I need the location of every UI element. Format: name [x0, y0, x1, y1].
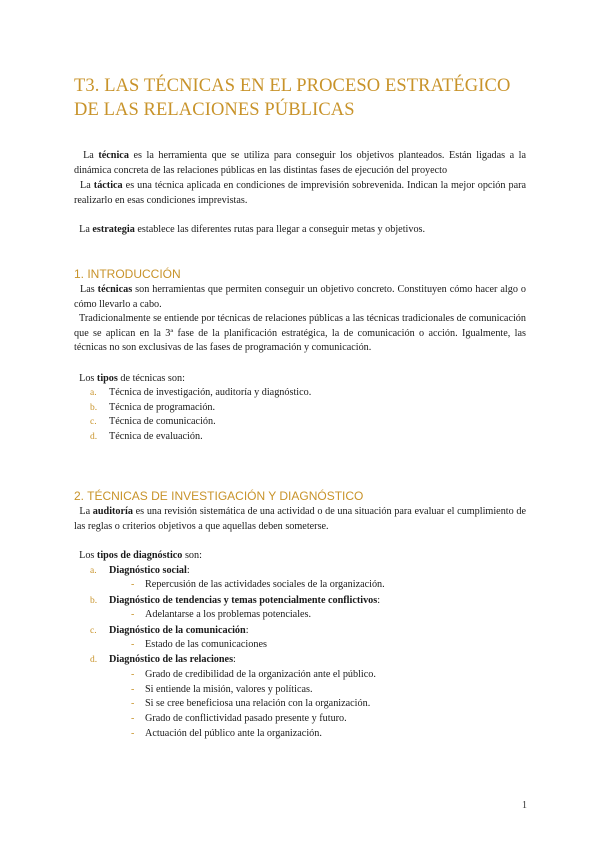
page-title [74, 74, 544, 122]
list-item [109, 624, 249, 639]
diagnostico-label: Diagnóstico de las relaciones [109, 654, 234, 665]
list-item: Técnica de comunicación. [109, 416, 216, 427]
sub-list-dash: - [131, 684, 135, 695]
sub-list-item: Estado de las comunicaciones [145, 639, 267, 650]
text: establece las diferentes rutas para llegar a conseguir metas y objetivos. [134, 224, 426, 235]
list-marker: b. [90, 403, 98, 413]
text: Las [79, 284, 98, 295]
sub-list-dash: - [131, 609, 135, 620]
intro-paragraph-tactica [74, 179, 526, 208]
sub-list-item: Actuación del público ante la organización. [145, 728, 322, 739]
text: : [186, 565, 190, 576]
term-estrategia: estrategia [92, 224, 135, 235]
intro-paragraph-tecnica [74, 149, 526, 178]
term-tipos-diagnostico: tipos de diagnóstico [96, 550, 183, 561]
text: son: [182, 550, 202, 561]
diagnostico-label: Diagnóstico de tendencias y temas potencialmente conflictivos [109, 595, 378, 606]
text: es una revisión sistemática de una actividad o de una situación para evaluar el cumplimiento de las reglas o criterios objetivos a que aquellas deben someterse. [74, 506, 527, 532]
list-item: Técnica de evaluación. [109, 431, 203, 442]
sub-list-item: Grado de credibilidad de la organización ante el público. [145, 669, 376, 680]
section2-paragraph-1 [74, 505, 526, 534]
text: La [80, 180, 94, 191]
list-item [109, 564, 190, 579]
sub-list-dash: - [131, 713, 135, 724]
text: : [377, 595, 381, 606]
list-item [109, 594, 380, 609]
sub-list-dash: - [131, 728, 135, 739]
sub-list-item: Si se cree beneficiosa una relación con la organización. [145, 698, 371, 709]
sub-list-item: Adelantarse a los problemas potenciales. [145, 609, 312, 620]
term-auditoria: auditoría [92, 506, 133, 517]
list-marker: d. [90, 655, 98, 665]
sub-list-dash: - [131, 669, 135, 680]
list-marker: c. [90, 417, 97, 427]
term-tecnicas: técnicas [97, 284, 133, 295]
list-marker: b. [90, 596, 98, 606]
text: de técnicas son: [117, 373, 185, 384]
diagnostico-label: Diagnóstico de la comunicación [109, 625, 246, 636]
section-heading-introduccion: 1. INTRODUCCIÓN [74, 267, 181, 281]
list-marker: d. [90, 432, 98, 442]
sub-list-dash: - [131, 639, 135, 650]
list-item: Técnica de investigación, auditoría y diagnóstico. [109, 387, 312, 398]
text: es una técnica aplicada en condiciones de imprevisión sobrevenida. Indican la mejor opción para realizarlo en esas condiciones imprevistas. [74, 180, 527, 206]
term-tecnica: técnica [98, 150, 129, 161]
list-marker: c. [90, 626, 97, 636]
text: La [79, 506, 93, 517]
section-heading-investigacion: 2. TÉCNICAS DE INVESTIGACIÓN Y DIAGNÓSTICO [74, 489, 364, 503]
title-line-2: DE LAS RELACIONES PÚBLICAS [74, 100, 355, 120]
list-item [109, 653, 236, 668]
text: : [245, 625, 249, 636]
intro-paragraph-estrategia [74, 223, 526, 238]
section1-list-intro [74, 372, 526, 387]
term-tactica: táctica [93, 180, 123, 191]
text: Los [79, 373, 97, 384]
text: La [83, 150, 99, 161]
list-marker: a. [90, 566, 97, 576]
title-line-1: T3. LAS TÉCNICAS EN EL PROCESO ESTRATÉGICO [74, 76, 511, 96]
sub-list-item: Si entiende la misión, valores y políticas. [145, 684, 313, 695]
section1-paragraph-1 [74, 283, 526, 312]
text: son herramientas que permiten conseguir un objetivo concreto. Constituyen cómo hacer algo o cómo llevarlo a cabo. [74, 284, 526, 310]
section2-list-intro [74, 549, 526, 564]
list-item: Técnica de programación. [109, 402, 216, 413]
diagnostico-label: Diagnóstico social [109, 565, 187, 576]
sub-list-item: Grado de conflictividad pasado presente y futuro. [145, 713, 347, 724]
list-marker: a. [90, 388, 97, 398]
page-number: 1 [522, 800, 527, 811]
sub-list-item: Repercusión de las actividades sociales de la organización. [145, 579, 385, 590]
text: Los [79, 550, 97, 561]
section1-paragraph-2: Tradicionalmente se entiende por técnicas de relaciones públicas a las técnicas tradicionales de comunicación que se aplican en la 3ª fase de la planificación estratégica, la de comunicación o acción. Igualmente, las técnicas no son exclusivas de las fases de programación y comunicación. [74, 313, 526, 353]
text: es la herramienta que se utiliza para conseguir los objetivos planteados. Están ligadas a la dinámica concreta de las relaciones públicas en las distintas fases de ejecución del proyecto [74, 150, 526, 176]
term-tipos: tipos [96, 373, 118, 384]
sub-list-dash: - [131, 579, 135, 590]
text: La [79, 224, 93, 235]
sub-list-dash: - [131, 698, 135, 709]
text: : [233, 654, 236, 665]
